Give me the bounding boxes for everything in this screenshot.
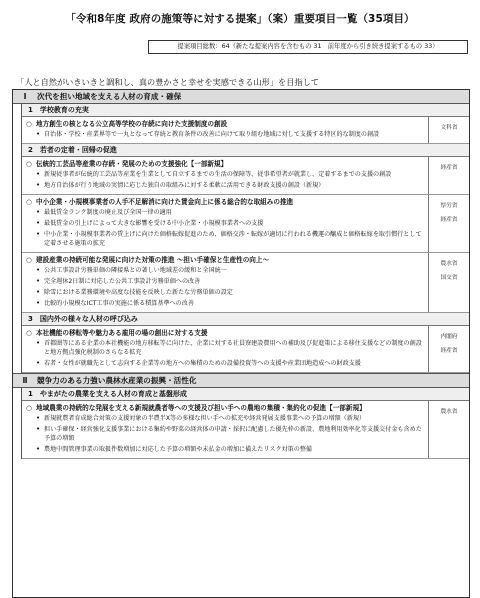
- proposal-detail: • 最低賃金の引上げによって大きな影響を受ける中小企業・小規模事業者への支援: [44, 219, 424, 228]
- proposal-heading: ○ 建設産業の持続可能な発展に向けた対策の推進 ～担い手確保と生産性の向上～: [26, 256, 270, 264]
- proposal-detail: • 完全週休2日制に対応した公共工事設計労務単価への改善: [44, 277, 424, 286]
- ministry-label: 厚労省 経産省: [440, 203, 458, 223]
- proposal-table: [12, 89, 470, 598]
- proposal-item: [22, 401, 469, 459]
- vision-statement: 「人と自然がいきいきと調和し、真の豊かさと幸せを実感できる山形」を目指して: [16, 77, 319, 87]
- section-title: 競争力のある力強い農林水産業の振興・活性化: [37, 376, 197, 385]
- proposal-detail: • 担い手確保・経営強化支援事業における集約や野菜の経営体の申請・採択に配慮した優先枠の新設、農地利用効率化等支援交付金も含めた予算の増額: [44, 425, 424, 443]
- circle-marker-icon: ○: [26, 160, 32, 168]
- proposal-item: [22, 326, 469, 373]
- subsection: [21, 388, 469, 459]
- subsection: [21, 104, 469, 373]
- proposal-detail: • 首都圏等にある企業の本社機能の地方移転等に向けた、企業に対する社員寮建設費用への補助及び促進策による移住支援などの制度の創設と地方拠点強化税制のさらなる拡充: [44, 339, 424, 357]
- proposal-detail: • 中小企業・小規模事業者の賃上げに向けた価格転嫁促進のため、価格交渉・転嫁が適切に行われる機運の醸成と価格転嫁を取引慣行として定着させる施策の拡充: [44, 230, 424, 248]
- proposal-detail: • 地方自治体が行う地域の実情に応じた独自の取組みに対する柔軟に活用できる財政支援の創設（新規）: [44, 181, 424, 190]
- ministry-label: 文科省: [440, 125, 458, 131]
- proposal-detail: • 若者・女性が就職先として志向する企業等の地方への集積のための設備投資等への支援や産業団地造成への財政支援: [44, 359, 424, 368]
- section-number: Ⅰ: [23, 92, 27, 101]
- proposal-detail: • 除雪における業務環境や高度な技能を反映した新たな労務単価の設定: [44, 288, 424, 297]
- circle-marker-icon: ○: [26, 329, 32, 337]
- ministry-label: 農水省: [440, 409, 458, 415]
- proposal-detail: • 新規就農者育成総合対策の支援対象の半農半X等の多様な担い手への拡充や経営発展支援事業への予算の増額（新規）: [44, 414, 424, 423]
- proposal-detail: • 新規従事者が伝統的工芸品等産業を生業として自立するまでの生活の保障等、従事希望者が就業し、定着するまでの支援の創設: [44, 170, 424, 179]
- ministry-label: 農水省 国交省: [440, 261, 458, 281]
- proposal-heading: ○ 伝統的工芸品等産業の存続・発展のための支援強化【一部新規】: [26, 160, 228, 168]
- proposal-detail: • 最低賃金ランク制度の廃止及び全国一律の適用: [44, 208, 424, 217]
- subsection-title: 3 国内外の様々な人材の呼び込み: [22, 313, 469, 326]
- section-header: [13, 90, 469, 104]
- proposal-detail: • 公共工事設計労務単価の隣接県との著しい地域差の緩和と全国統一: [44, 266, 424, 275]
- proposal-heading: ○ 地域農業の持続的な発展を支える新規就農者等への支援及び担い手への農地の集積・集約化の促進【一部新規】: [26, 404, 366, 412]
- subsection-title: 2 若者の定着・回帰の促進: [22, 144, 469, 157]
- proposal-count-box: 提案項目総数：64（新たな提案内容を含むもの 31 前年度から引き続き提案するもの 33）: [148, 40, 468, 54]
- subsection-title: 1 やまがたの農業を支える人材の育成と基盤形成: [22, 388, 469, 401]
- circle-marker-icon: ○: [26, 256, 32, 264]
- proposal-detail: • 比較的小規模なICT工事の実施に係る積算基準への改善: [44, 299, 424, 308]
- subsection-title: 1 学校教育の充実: [22, 104, 469, 117]
- section-number: Ⅱ: [22, 376, 28, 385]
- proposal-heading: ○ 中小企業・小規模事業者の人手不足解消に向けた賃金向上に係る総合的な取組みの推進: [26, 198, 294, 206]
- proposal-detail: • 自治体・学校・産業界等で一丸となって存続と教育条件の改善に向けて取り組む地域に対して支援する特区的な制度の創設: [44, 130, 424, 139]
- proposal-detail: • 農地中間管理事業の取扱件数増加に対応した予算の増額や未払金の増加に備えたリスク対策の整備: [44, 445, 424, 454]
- section-header: [13, 373, 469, 388]
- proposal-item: [22, 253, 469, 313]
- ministry-label: 内閣府 経産省: [440, 334, 458, 354]
- proposal-item: [22, 117, 469, 144]
- proposal-item: [22, 195, 469, 253]
- circle-marker-icon: ○: [26, 404, 32, 412]
- ministry-label: 経産省: [440, 165, 458, 171]
- circle-marker-icon: ○: [26, 198, 32, 206]
- proposal-item: [22, 157, 469, 195]
- document-title: 「令和8年度 政府の施策等に対する提案」（案）重要項目一覧（35項目）: [65, 13, 415, 25]
- section-title: 次代を担い地域を支える人材の育成・確保: [37, 92, 182, 101]
- proposal-heading: ○ 地方創生の核となる公立高等学校の存続に向けた支援制度の創設: [26, 120, 228, 128]
- circle-marker-icon: ○: [26, 120, 32, 128]
- proposal-heading: ○ 本社機能の移転等や魅力ある雇用の場の創出に対する支援: [26, 329, 208, 337]
